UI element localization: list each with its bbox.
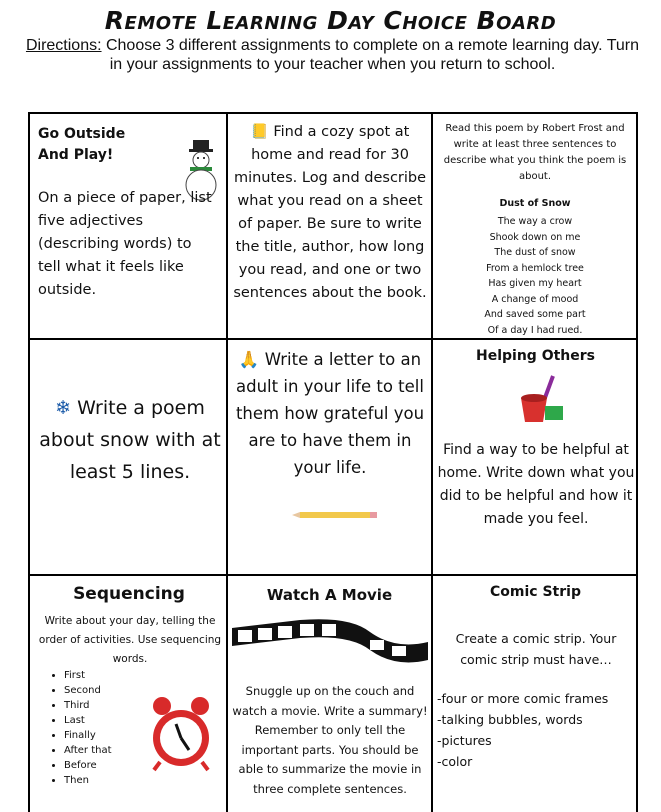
poem-line: The way a crow [497,216,573,227]
poem-line: And saved some part [484,309,586,320]
mop-bucket-icon [513,374,569,426]
list-item: • First [64,668,174,683]
list-item: -four or more comic frames [437,691,609,706]
cell-write-poem [28,340,228,576]
directions-text: Choose 3 different assignments to complete on a remote learning day. Turn in your assignments to your teacher when you return to school. [101,37,640,73]
cell-text-wrapper [32,392,228,488]
list-item: -talking bubbles, words [437,712,583,727]
poem-line: Of a day I had rued. [487,324,583,336]
cell-read [228,112,431,340]
cell-text: Find a way to be helpful at home. Write down what you did to be helpful and how it made you feel. [437,442,635,527]
cell-title: Comic Strip [490,584,581,600]
snowflake-icon: ❄ [55,397,72,419]
cell-text: Snuggle up on the couch and watch a movie. Write a summary! Remember to only tell the important parts. You should be able to summarize the movie in three complete sentences. [232,684,428,796]
cell-read-poem [431,112,638,340]
cell-title: Helping Others [476,348,595,364]
list-item: • After that [64,743,174,758]
poem-lines [439,214,631,338]
poem-line: The dust of snow [494,247,576,258]
cell-text: Write a poem about snow with at least 5 lines. [39,397,221,483]
poem-title: Dust of Snow [499,198,571,209]
list-item: • Last [64,713,174,728]
poem-intro: Read this poem by Robert Frost and write at least three sentences to describe what you think the poem is about. [443,123,627,182]
cell-text-wrapper [232,346,428,481]
cell-helping [431,340,638,576]
cell-title: Sequencing [73,584,185,604]
alarm-clock-icon [148,694,214,772]
cell-letter [228,340,431,576]
cell-comic [431,576,638,812]
list-item: • Before [64,758,174,773]
cell-text-wrapper [232,121,428,305]
list-item: -color [437,754,473,769]
book-icon: 📒 [250,124,269,140]
list-item: • Finally [64,728,174,743]
cell-text: Write a letter to an adult in your life to tell them how grateful you are to have them in your life. [235,350,425,477]
cell-text: Create a comic strip. Your comic strip must have… [455,631,617,667]
poem-line: From a hemlock tree [486,262,584,274]
pencil-icon [292,510,378,520]
directions [20,36,645,74]
list-item: • Third [64,698,174,713]
praying-hands-icon: 🙏 [238,350,260,369]
list-item: -pictures [437,733,492,748]
comic-requirements [437,688,637,772]
cell-title: Go Outside And Play! [38,126,126,163]
cell-sequencing [28,576,228,812]
poem-line: A change of mood [491,293,579,305]
poem-line: Has given my heart [488,278,582,289]
cell-title: Watch A Movie [266,586,393,604]
cell-movie [228,576,431,812]
directions-label: Directions: [25,37,102,54]
cell-text: Find a cozy spot at home and read for 30 minutes. Log and describe what you read on a sheet of paper. Be sure to write the title, author, how long you read, and one or two sentences about the book. [233,124,427,301]
cell-text: Write about your day, telling the order of activities. Use sequencing words. [38,615,222,665]
cell-text: On a piece of paper, list five adjectives (describing words) to tell what it feels like outside. [38,190,212,298]
list-item: • Then [64,773,174,788]
cell-go-outside [28,112,228,340]
film-strip-icon [230,616,430,674]
page-title: Remote Learning Day Choice Board [104,6,557,35]
poem-line: Shook down on me [489,231,581,243]
list-item: • Second [64,683,174,698]
